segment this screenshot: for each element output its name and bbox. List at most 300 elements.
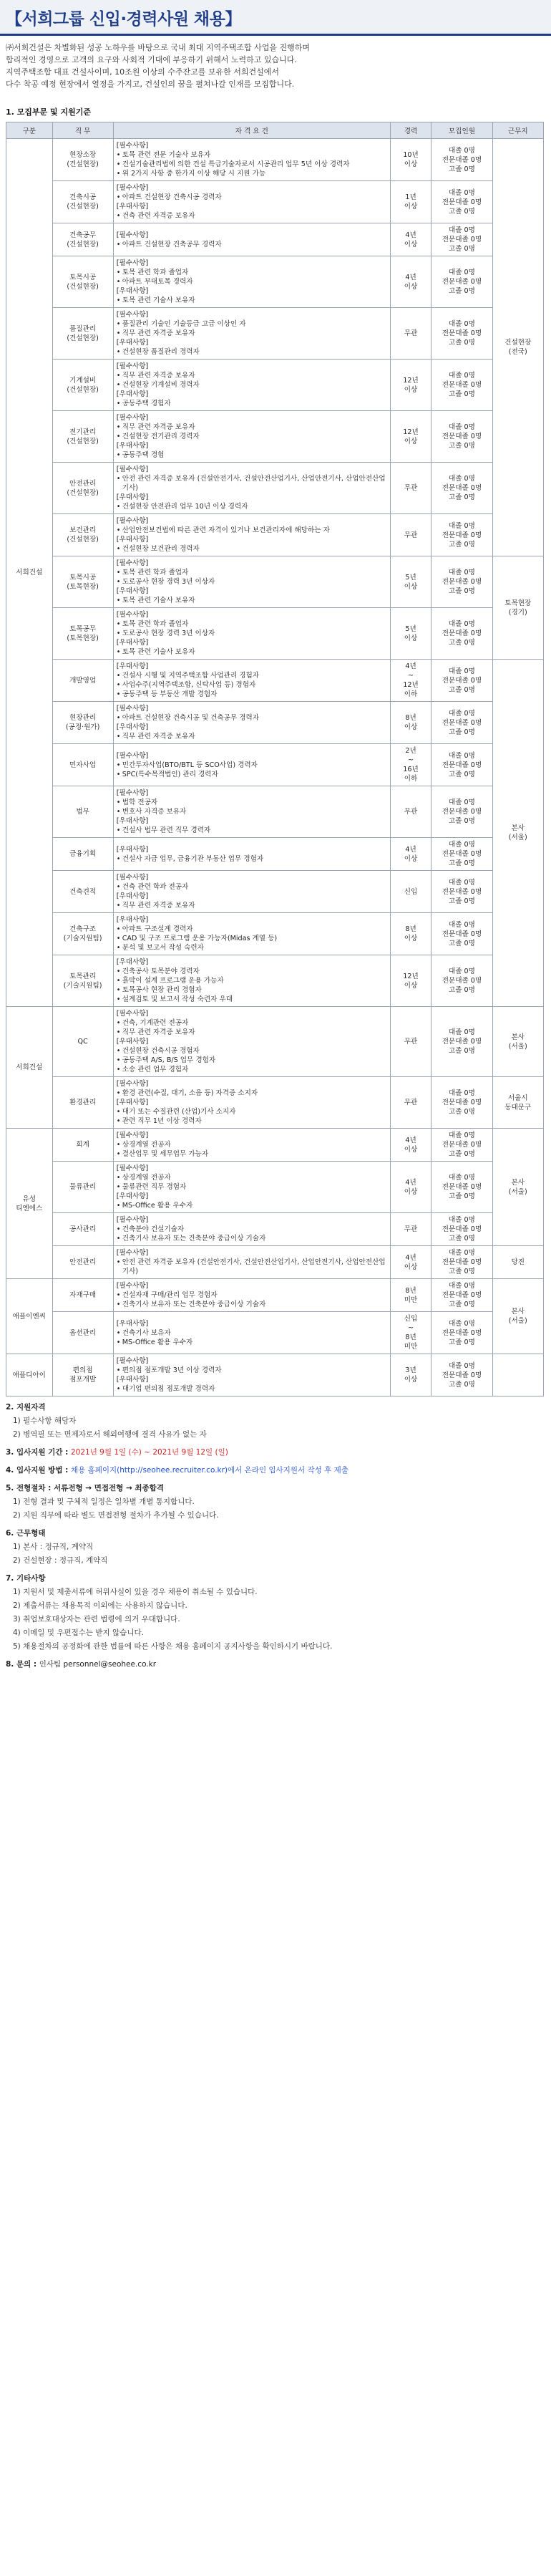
header-category: 구분 <box>6 122 53 139</box>
cell-experience: 2년 ~ 16년 이하 <box>390 744 431 786</box>
cell-headcount <box>431 1246 492 1279</box>
requirement-block <box>117 259 387 286</box>
cell-headcount <box>431 1213 492 1246</box>
requirement-heading: [필수사항] <box>116 559 149 567</box>
requirement-block <box>117 1164 387 1192</box>
headcount-line: 전문대졸 0명 <box>442 1141 482 1149</box>
requirement-block <box>117 362 387 390</box>
requirement-item: • 변호사 자격증 보유자 <box>117 807 387 816</box>
headcount-line: 대졸 0명 <box>448 968 475 975</box>
table-row <box>6 308 544 360</box>
requirement-item: • 아파트 부대토목 경력자 <box>117 277 387 286</box>
headcount-line: 고졸 0명 <box>448 540 475 549</box>
cell-requirements <box>113 1007 390 1077</box>
cell-job: 안전관리 <box>52 1246 113 1279</box>
work-type-line: 2) 건설현장 : 정규직, 계약직 <box>13 1556 108 1565</box>
requirement-item: • 품질관리 기술인 기술등급 고급 이상인 자 <box>117 319 387 329</box>
requirement-heading: [우대사항] <box>116 339 149 347</box>
headcount-line: 대졸 0명 <box>448 1089 475 1097</box>
requirement-block <box>117 638 387 657</box>
cell-job: 옵션관리 <box>52 1312 113 1354</box>
requirement-item: • 직무 관련 자격증 보유자 <box>117 732 387 741</box>
requirement-block <box>117 1192 387 1210</box>
cell-experience: 4년 이상 <box>390 1162 431 1213</box>
cell-requirements <box>113 411 390 463</box>
intro-line: ㈜서희건설은 차별화된 성공 노하우를 바탕으로 국내 최대 지역주택조합 사업을 진행하며 <box>6 43 311 52</box>
headcount-line: 대졸 0명 <box>448 667 475 675</box>
cell-job: 개발영업 <box>52 660 113 702</box>
headcount-line: 고졸 0명 <box>448 728 475 736</box>
headcount-line: 전문대졸 0명 <box>442 977 482 985</box>
headcount-line: 고졸 0명 <box>448 1380 475 1389</box>
cell-requirements <box>113 871 390 913</box>
requirement-heading: [우대사항] <box>116 1192 149 1200</box>
headcount-line: 고졸 0명 <box>448 685 475 694</box>
cell-headcount <box>431 955 492 1007</box>
requirement-item: • 상경계열 전공자 <box>117 1140 387 1149</box>
cell-requirements <box>113 1162 390 1213</box>
requirement-item: • 대기업 편의점 점포개발 경력자 <box>117 1384 387 1394</box>
cell-location: 본사 (서울) <box>492 1129 543 1246</box>
headcount-line: 전문대졸 0명 <box>442 198 482 206</box>
headcount-line: 고졸 0명 <box>448 859 475 867</box>
requirement-heading: [필수사항] <box>116 1132 149 1139</box>
cell-job: 공사관리 <box>52 1213 113 1246</box>
section-process <box>6 1482 545 1523</box>
cell-headcount <box>431 256 492 308</box>
cell-category: 서희건설 <box>6 139 53 1007</box>
requirement-item: • 대기 또는 수질관련 (산업)기사 소지자 <box>117 1107 387 1116</box>
cell-headcount <box>431 1354 492 1396</box>
cell-headcount <box>431 786 492 838</box>
requirement-block <box>117 1281 387 1309</box>
headcount-line: 전문대졸 0명 <box>442 850 482 858</box>
header-headcount: 모집인원 <box>431 122 492 139</box>
etc-line: 2) 제출서류는 채용목적 이외에는 사용하지 않습니다. <box>13 1601 187 1610</box>
requirement-block <box>117 751 387 779</box>
headcount-line: 전문대졸 0명 <box>442 1371 482 1379</box>
cell-requirements <box>113 913 390 955</box>
headcount-line: 대졸 0명 <box>448 1174 475 1182</box>
cell-experience: 12년 이상 <box>390 955 431 1007</box>
cell-category: 애플디아이 <box>6 1354 53 1396</box>
headcount-line: 고졸 0명 <box>448 1268 475 1275</box>
cell-experience: 8년 미만 <box>390 1279 431 1312</box>
table-row <box>6 608 544 660</box>
headcount-line: 전문대졸 0명 <box>442 718 482 727</box>
cell-requirements <box>113 308 390 360</box>
work-type-line: 1) 본사 : 정규직, 계약직 <box>13 1543 94 1551</box>
table-row <box>6 838 544 871</box>
requirement-heading: [필수사항] <box>116 1164 149 1172</box>
requirement-item: • 건축기사 보유자 또는 건축분야 중급이상 기술자 <box>117 1234 387 1243</box>
table-row <box>6 660 544 702</box>
header-experience: 경력 <box>390 122 431 139</box>
cell-job: QC <box>52 1007 113 1077</box>
cell-job: 법무 <box>52 786 113 838</box>
cell-requirements <box>113 702 390 744</box>
requirement-block <box>117 788 387 816</box>
cell-headcount <box>431 514 492 556</box>
headcount-line: 전문대졸 0명 <box>442 808 482 816</box>
table-row <box>6 1129 544 1162</box>
cell-headcount <box>431 1129 492 1162</box>
headcount-line: 대졸 0명 <box>448 188 475 197</box>
requirement-heading: [우대사항] <box>116 845 149 854</box>
cell-job: 민자사업 <box>52 744 113 786</box>
headcount-line: 대졸 0명 <box>448 1249 475 1257</box>
table-header-row <box>6 122 544 139</box>
section-period <box>6 1446 545 1460</box>
requirement-block <box>117 1037 387 1074</box>
headcount-line: 고졸 0명 <box>448 390 475 398</box>
headcount-line: 전문대졸 0명 <box>442 1225 482 1233</box>
requirement-item: • 공동주택 A/S, B/S 업무 경험자 <box>117 1056 387 1065</box>
title-bar <box>0 0 551 36</box>
cell-experience: 12년 이상 <box>390 360 431 411</box>
cell-job: 현장소장 (건설현장) <box>52 139 113 181</box>
requirement-item: • 환경 관련(수질, 대기, 소음 등) 자격증 소지자 <box>117 1089 387 1098</box>
etc-line: 4) 이메일 및 우편접수는 받지 않습니다. <box>13 1629 144 1637</box>
requirement-item: • 건설자재 구매/관리 업무 경험자 <box>117 1291 387 1300</box>
table-row <box>6 744 544 786</box>
qualification-line: 1) 필수사항 해당자 <box>13 1417 77 1425</box>
headcount-line: 대졸 0명 <box>448 569 475 577</box>
table-row <box>6 913 544 955</box>
headcount-line: 고졸 0명 <box>448 339 475 347</box>
requirement-item: • 상경계열 전공자 <box>117 1173 387 1182</box>
process-line: 2) 지원 직무에 따라 별도 면접전형 절차가 추가될 수 있습니다. <box>13 1511 219 1520</box>
requirement-heading: [필수사항] <box>116 1216 149 1224</box>
requirement-item: • 직무 관련 자격증 보유자 <box>117 423 387 432</box>
cell-requirements <box>113 1279 390 1312</box>
requirement-heading: [필수사항] <box>116 362 149 370</box>
requirement-heading: [우대사항] <box>116 536 149 544</box>
requirement-item: • MS-Office 활용 우수자 <box>117 1201 387 1210</box>
table-row <box>6 871 544 913</box>
cell-requirements <box>113 139 390 181</box>
process-title: 5. 전형절차 : 서류전형 → 면접전형 → 최종합격 <box>6 1484 164 1492</box>
cell-experience: 3년 이상 <box>390 1354 431 1396</box>
headcount-line: 대졸 0명 <box>448 269 475 276</box>
contact-label: 8. 문의 : <box>6 1660 39 1669</box>
cell-job: 물류관리 <box>52 1162 113 1213</box>
headcount-line: 대졸 0명 <box>448 475 475 483</box>
cell-headcount <box>431 139 492 181</box>
requirement-item: • 직무 관련 자격증 보유자 <box>117 901 387 910</box>
cell-experience: 8년 이상 <box>390 702 431 744</box>
requirement-heading: [필수사항] <box>116 611 149 619</box>
cell-headcount <box>431 308 492 360</box>
requirement-block <box>117 338 387 357</box>
intro-line: 지역주택조합 대표 건설사이며, 10조원 이상의 수주잔고를 보유한 서희건설에서 <box>6 67 279 77</box>
cell-requirements <box>113 1213 390 1246</box>
section-qualification <box>6 1401 545 1442</box>
requirement-item: • 아파트 구조설계 경력자 <box>117 925 387 934</box>
cell-experience: 4년 이상 <box>390 1246 431 1279</box>
cell-job: 건축구조 (기술지원팀) <box>52 913 113 955</box>
headcount-line: 대졸 0명 <box>448 751 475 760</box>
requirement-block <box>117 704 387 723</box>
requirement-heading: [필수사항] <box>116 789 149 797</box>
cell-headcount <box>431 181 492 223</box>
period-label: 3. 입사지원 기간 : <box>6 1448 71 1457</box>
table-row <box>6 786 544 838</box>
headcount-line: 전문대졸 0명 <box>442 1291 482 1299</box>
table-row <box>6 223 544 256</box>
table-row <box>6 256 544 308</box>
cell-location: 토목현장 (경기) <box>492 556 543 660</box>
cell-job: 토목공무 (토목현장) <box>52 608 113 660</box>
period-value: 2021년 9월 1일 (수) ~ 2021년 9월 12일 (일) <box>70 1448 228 1457</box>
cell-category: 서희건설 <box>6 1007 53 1129</box>
headcount-line: 고졸 0명 <box>448 165 475 173</box>
requirement-heading: [필수사항] <box>116 231 149 239</box>
requirement-item: • 편의점 점포개발 3년 이상 경력자 <box>117 1366 387 1375</box>
cell-job: 토목관리 (기술지원팀) <box>52 955 113 1007</box>
cell-job: 토목시공 (건설현장) <box>52 256 113 308</box>
cell-experience: 무관 <box>390 514 431 556</box>
cell-requirements <box>113 256 390 308</box>
cell-requirements <box>113 1312 390 1354</box>
requirement-item: • 토목 관련 기술사 보유자 <box>117 296 387 305</box>
requirement-item: • 건설현장 기계설비 경력자 <box>117 380 387 390</box>
headcount-line: 고졸 0명 <box>448 207 475 216</box>
requirement-item: • 건설현장 보건관리 경력자 <box>117 544 387 554</box>
table-row <box>6 1312 544 1354</box>
intro-line: 합리적인 경영으로 고객의 요구와 사회적 기대에 부응하기 위해서 노력하고 있습니다. <box>6 55 297 64</box>
requirement-item: • 아파트 건설현장 건축시공 및 건축공무 경력자 <box>117 713 387 723</box>
requirement-item: • 물류관련 직무 경험자 <box>117 1182 387 1192</box>
requirement-item: • 직무 관련 자격증 보유자 <box>117 1028 387 1037</box>
requirement-heading: [우대사항] <box>116 1038 149 1046</box>
headcount-line: 대졸 0명 <box>448 1028 475 1036</box>
requirement-heading: [필수사항] <box>116 1080 149 1088</box>
headcount-line: 고졸 0명 <box>448 1338 475 1346</box>
table-row <box>6 1007 544 1077</box>
header-location: 근무지 <box>492 122 543 139</box>
cell-requirements <box>113 786 390 838</box>
requirement-heading: [우대사항] <box>116 1099 149 1106</box>
table-row <box>6 1162 544 1213</box>
etc-title: 7. 기타사항 <box>6 1574 46 1583</box>
requirement-item: • 토목공사 현장 관리 경험자 <box>117 985 387 995</box>
headcount-line: 고졸 0명 <box>448 1301 475 1308</box>
header-requirements: 자 격 요 건 <box>113 122 390 139</box>
intro-line: 다수 착공 예정 현장에서 열정을 가지고, 건설인의 꿈을 펼쳐나갈 인재를 모집합니다. <box>6 79 295 89</box>
cell-requirements <box>113 608 390 660</box>
requirement-heading: [필수사항] <box>116 517 149 525</box>
headcount-line: 전문대졸 0명 <box>442 381 482 389</box>
requirement-block <box>117 723 387 741</box>
requirement-block <box>117 493 387 511</box>
cell-requirements <box>113 360 390 411</box>
cell-experience: 8년 이상 <box>390 913 431 955</box>
requirement-item: • 소송 관련 업무 경험자 <box>117 1065 387 1074</box>
requirement-heading: [필수사항] <box>116 874 149 882</box>
requirement-block <box>117 535 387 554</box>
requirement-item: • 건축, 기계관련 전공자 <box>117 1018 387 1028</box>
cell-requirements <box>113 181 390 223</box>
headcount-line: 전문대졸 0명 <box>442 329 482 337</box>
cell-job: 건축공무 (건설현장) <box>52 223 113 256</box>
headcount-line: 대졸 0명 <box>448 799 475 806</box>
requirement-item: • 건설현장 전기관리 경력자 <box>117 432 387 441</box>
headcount-line: 고졸 0명 <box>448 770 475 778</box>
table-row <box>6 1077 544 1129</box>
requirement-block <box>117 183 387 202</box>
cell-location: 본사 (서울) <box>492 1279 543 1354</box>
requirement-item: • 공동주택 경험 <box>117 450 387 460</box>
requirement-item: • 결산업무 및 세무업무 가능자 <box>117 1149 387 1159</box>
cell-location: 건설현장 (전국) <box>492 139 543 556</box>
cell-headcount <box>431 1007 492 1077</box>
headcount-line: 고졸 0명 <box>448 639 475 647</box>
headcount-line: 대졸 0명 <box>448 320 475 328</box>
intro-text <box>0 36 551 97</box>
cell-job: 보건관리 (건설현장) <box>52 514 113 556</box>
requirement-item: • 건설현장 안전관리 업무 10년 이상 경력자 <box>117 502 387 511</box>
headcount-line: 고졸 0명 <box>448 587 475 595</box>
requirement-item: • 건축공사 토목분야 경력자 <box>117 967 387 976</box>
cell-category: 유성 티엔에스 <box>6 1129 53 1279</box>
method-label: 4. 입사지원 방법 : <box>6 1466 71 1475</box>
requirement-block <box>117 587 387 605</box>
headcount-line: 대졸 0명 <box>448 1216 475 1224</box>
cell-experience: 1년 이상 <box>390 181 431 223</box>
cell-job: 기계설비 (건설현장) <box>52 360 113 411</box>
requirement-block <box>117 413 387 441</box>
requirement-block <box>117 957 387 1004</box>
headcount-line: 전문대졸 0명 <box>442 887 482 896</box>
headcount-line: 대졸 0명 <box>448 620 475 628</box>
cell-headcount <box>431 838 492 871</box>
table-row <box>6 1279 544 1312</box>
cell-headcount <box>431 702 492 744</box>
table-row <box>6 360 544 411</box>
table-row <box>6 1246 544 1279</box>
requirement-block <box>117 231 387 249</box>
cell-requirements <box>113 744 390 786</box>
requirement-item: • 토목 관련 학과 졸업자 <box>117 568 387 577</box>
headcount-line: 고졸 0명 <box>448 1235 475 1243</box>
requirement-item: • 건축 관련 자격증 보유자 <box>117 211 387 221</box>
requirement-block <box>117 1009 387 1037</box>
headcount-line: 대졸 0명 <box>448 423 475 431</box>
cell-experience: 신입 <box>390 871 431 913</box>
requirement-item: • 건설현장 건축시공 경험자 <box>117 1046 387 1056</box>
qualification-line: 2) 병역필 또는 면제자로서 해외여행에 결격 사유가 없는 자 <box>13 1430 207 1439</box>
requirement-heading: [필수사항] <box>116 465 149 473</box>
requirement-heading: [필수사항] <box>116 311 149 319</box>
requirement-heading: [우대사항] <box>116 916 149 924</box>
cell-job: 전기관리 (건설현장) <box>52 411 113 463</box>
table-row <box>6 411 544 463</box>
cell-experience: 무관 <box>390 786 431 838</box>
requirement-block <box>117 141 387 178</box>
requirement-block <box>117 892 387 910</box>
cell-headcount <box>431 744 492 786</box>
requirement-block <box>117 845 387 864</box>
cell-job: 금융기획 <box>52 838 113 871</box>
headcount-line: 전문대졸 0명 <box>442 761 482 769</box>
requirement-item: • MS-Office 활용 우수자 <box>117 1338 387 1347</box>
headcount-line: 전문대졸 0명 <box>442 578 482 586</box>
requirement-heading: [필수사항] <box>116 1010 149 1018</box>
requirement-block <box>117 310 387 338</box>
section-method <box>6 1464 545 1477</box>
headcount-line: 고졸 0명 <box>448 939 475 947</box>
section-recruitment-title: 1. 모집부문 및 지원기준 <box>6 107 91 117</box>
work-type-title: 6. 근무형태 <box>6 1529 46 1538</box>
requirement-heading: [우대사항] <box>116 817 149 825</box>
headcount-line: 대졸 0명 <box>448 146 475 155</box>
cell-requirements <box>113 463 390 514</box>
table-row <box>6 1354 544 1396</box>
headcount-line: 대졸 0명 <box>448 1282 475 1290</box>
cell-job: 토목시공 (토목현장) <box>52 556 113 608</box>
cell-job: 건축견적 <box>52 871 113 913</box>
headcount-line: 전문대졸 0명 <box>442 278 482 286</box>
headcount-line: 대졸 0명 <box>448 841 475 849</box>
headcount-line: 전문대졸 0명 <box>442 1038 482 1046</box>
headcount-line: 전문대졸 0명 <box>442 484 482 492</box>
headcount-line: 고졸 0명 <box>448 897 475 905</box>
section-work-type <box>6 1527 545 1568</box>
requirement-heading: [필수사항] <box>116 751 149 760</box>
requirement-item: • 위 2가지 사항 중 한가지 이상 해당 시 지원 가능 <box>117 169 387 178</box>
cell-location: 서울시 동대문구 <box>492 1077 543 1129</box>
cell-headcount <box>431 463 492 514</box>
table-row <box>6 181 544 223</box>
requirement-heading: [우대사항] <box>116 442 149 450</box>
requirement-item: • 직무 관련 자격증 보유자 <box>117 329 387 338</box>
cell-requirements <box>113 955 390 1007</box>
requirement-block <box>117 1375 387 1394</box>
requirement-item: • 흙막이 설계 프로그램 운용 가능자 <box>117 976 387 985</box>
headcount-line: 전문대졸 0명 <box>442 236 482 243</box>
requirement-block <box>117 1098 387 1126</box>
table-row <box>6 1213 544 1246</box>
cell-requirements <box>113 660 390 702</box>
cell-requirements <box>113 838 390 871</box>
contact-value[interactable]: 인사팀 personnel@seohee.co.kr <box>39 1660 157 1669</box>
table-row <box>6 139 544 181</box>
requirement-item: • 직무 관련 자격증 보유자 <box>117 371 387 380</box>
requirement-heading: [필수사항] <box>116 414 149 422</box>
table-row <box>6 556 544 608</box>
cell-headcount <box>431 1162 492 1213</box>
recruitment-table-body <box>6 139 544 1396</box>
cell-requirements <box>113 556 390 608</box>
cell-job: 품질관리 (건설현장) <box>52 308 113 360</box>
headcount-line: 전문대졸 0명 <box>442 1328 482 1337</box>
method-link[interactable]: 채용 홈페이지(http://seohee.recruiter.co.kr)에서 온라인 입사지원서 작성 후 제출 <box>70 1466 348 1475</box>
headcount-line: 고졸 0명 <box>448 1150 475 1158</box>
headcount-line: 고졸 0명 <box>448 1108 475 1116</box>
headcount-line: 대졸 0명 <box>448 1132 475 1139</box>
requirement-heading: [우대사항] <box>116 287 149 295</box>
cell-experience: 4년 이상 <box>390 223 431 256</box>
headcount-line: 고졸 0명 <box>448 1047 475 1055</box>
headcount-line: 고졸 0명 <box>448 287 475 295</box>
headcount-line: 대졸 0명 <box>448 709 475 718</box>
cell-headcount <box>431 360 492 411</box>
cell-job: 건축시공 (건설현장) <box>52 181 113 223</box>
cell-job: 환경관리 <box>52 1077 113 1129</box>
requirement-heading: [우대사항] <box>116 203 149 211</box>
cell-experience: 5년 이상 <box>390 608 431 660</box>
